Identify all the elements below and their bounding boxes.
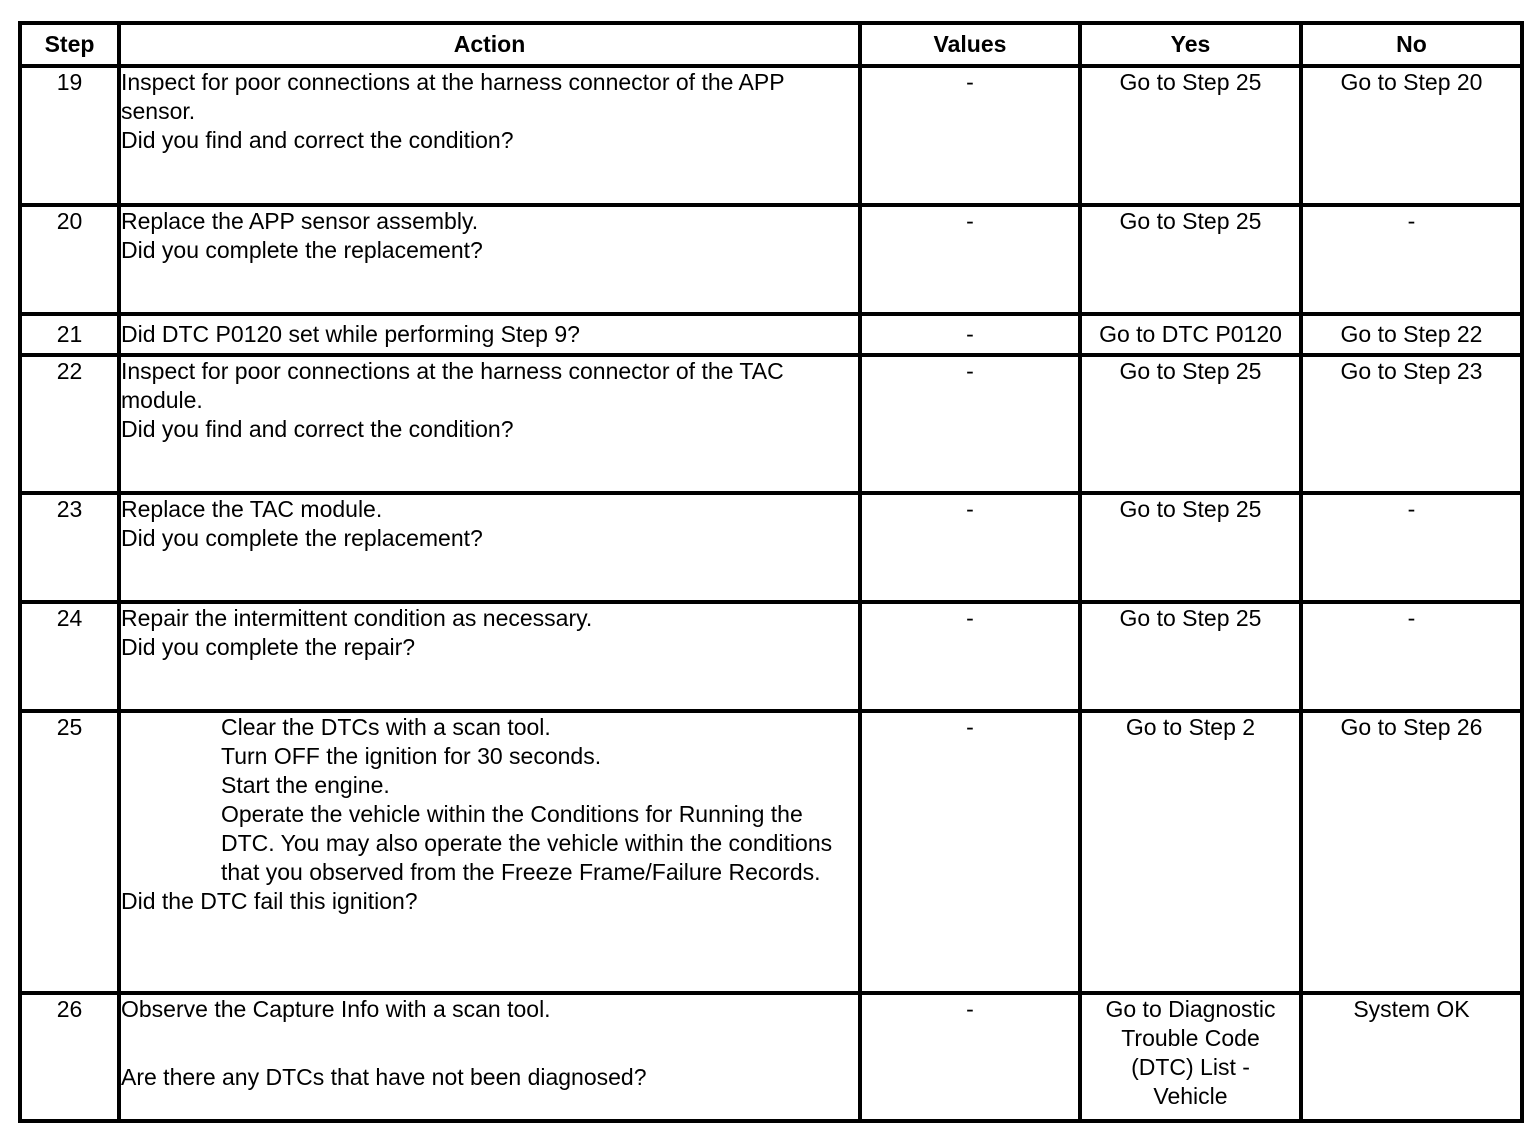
action-step-item: Clear the DTCs with a scan tool.: [221, 714, 551, 740]
action-step-item: Start the engine.: [221, 772, 390, 798]
action-step-item: Turn OFF the ignition for 30 seconds.: [221, 743, 602, 769]
step-cell: 22: [20, 355, 119, 493]
action-cell: [119, 66, 860, 205]
action-cell: [119, 493, 860, 602]
values-cell: -: [860, 602, 1080, 711]
header-step: Step: [20, 23, 119, 66]
no-cell: System OK: [1301, 993, 1522, 1121]
action-cell: [119, 205, 860, 314]
values-cell: -: [860, 493, 1080, 602]
header-no: No: [1301, 23, 1522, 66]
values-cell: -: [860, 205, 1080, 314]
step-cell: 20: [20, 205, 119, 314]
action-question: Did you find and correct the condition?: [121, 416, 514, 442]
values-cell: -: [860, 355, 1080, 493]
action-cell: [119, 711, 860, 993]
no-cell: -: [1301, 602, 1522, 711]
header-yes: Yes: [1080, 23, 1301, 66]
action-text: Inspect for poor connections at the harness connector of the APP sensor.: [121, 69, 785, 124]
step-cell: 26: [20, 993, 119, 1121]
action-text: Repair the intermittent condition as necessary.: [121, 605, 593, 631]
table-body: [20, 66, 1522, 1121]
diagnostic-table: [18, 21, 1524, 1123]
table-row: [20, 711, 1522, 993]
action-question: Did you find and correct the condition?: [121, 127, 514, 153]
values-cell: -: [860, 993, 1080, 1121]
table-row: [20, 993, 1522, 1121]
yes-cell: Go to Step 2: [1080, 711, 1301, 993]
action-question: Did the DTC fail this ignition?: [121, 888, 418, 914]
table-row: [20, 314, 1522, 355]
header-values: Values: [860, 23, 1080, 66]
values-cell: -: [860, 314, 1080, 355]
yes-cell: Go to Step 25: [1080, 66, 1301, 205]
yes-cell: Go to Step 25: [1080, 205, 1301, 314]
action-cell: [119, 314, 860, 355]
action-cell: [119, 355, 860, 493]
header-action: Action: [119, 23, 860, 66]
action-question: Did you complete the repair?: [121, 634, 416, 660]
yes-cell: Go to Diagnostic Trouble Code (DTC) List - Vehicle: [1080, 993, 1301, 1121]
step-cell: 23: [20, 493, 119, 602]
values-cell: -: [860, 66, 1080, 205]
no-cell: -: [1301, 493, 1522, 602]
action-question: Are there any DTCs that have not been diagnosed?: [121, 1064, 647, 1090]
action-text: Observe the Capture Info with a scan tool.: [121, 996, 551, 1022]
table-row: [20, 66, 1522, 205]
no-cell: -: [1301, 205, 1522, 314]
step-cell: 24: [20, 602, 119, 711]
step-cell: 25: [20, 711, 119, 993]
yes-cell: Go to Step 25: [1080, 493, 1301, 602]
step-cell: 19: [20, 66, 119, 205]
action-question: Did you complete the replacement?: [121, 237, 483, 263]
table-row: [20, 602, 1522, 711]
action-cell: [119, 993, 860, 1121]
yes-cell: Go to Step 25: [1080, 602, 1301, 711]
no-cell: Go to Step 23: [1301, 355, 1522, 493]
table-row: [20, 355, 1522, 493]
table-row: [20, 493, 1522, 602]
table-header: [20, 23, 1522, 66]
no-cell: Go to Step 20: [1301, 66, 1522, 205]
action-text: Did DTC P0120 set while performing Step 9?: [121, 321, 580, 347]
yes-cell: Go to Step 25: [1080, 355, 1301, 493]
action-steps-list: [121, 713, 858, 887]
action-text: Replace the TAC module.: [121, 496, 383, 522]
action-text: Replace the APP sensor assembly.: [121, 208, 479, 234]
values-cell: -: [860, 711, 1080, 993]
table-row: [20, 205, 1522, 314]
action-step-item: Operate the vehicle within the Conditions for Running the DTC. You may also operate the vehicle within the conditions that you observed from the Freeze Frame/Failure Records.: [221, 801, 833, 885]
action-cell: [119, 602, 860, 711]
no-cell: Go to Step 22: [1301, 314, 1522, 355]
no-cell: Go to Step 26: [1301, 711, 1522, 993]
action-question: Did you complete the replacement?: [121, 525, 483, 551]
header-row: [20, 23, 1522, 66]
yes-cell: Go to DTC P0120: [1080, 314, 1301, 355]
action-text: Inspect for poor connections at the harness connector of the TAC module.: [121, 358, 784, 413]
step-cell: 21: [20, 314, 119, 355]
